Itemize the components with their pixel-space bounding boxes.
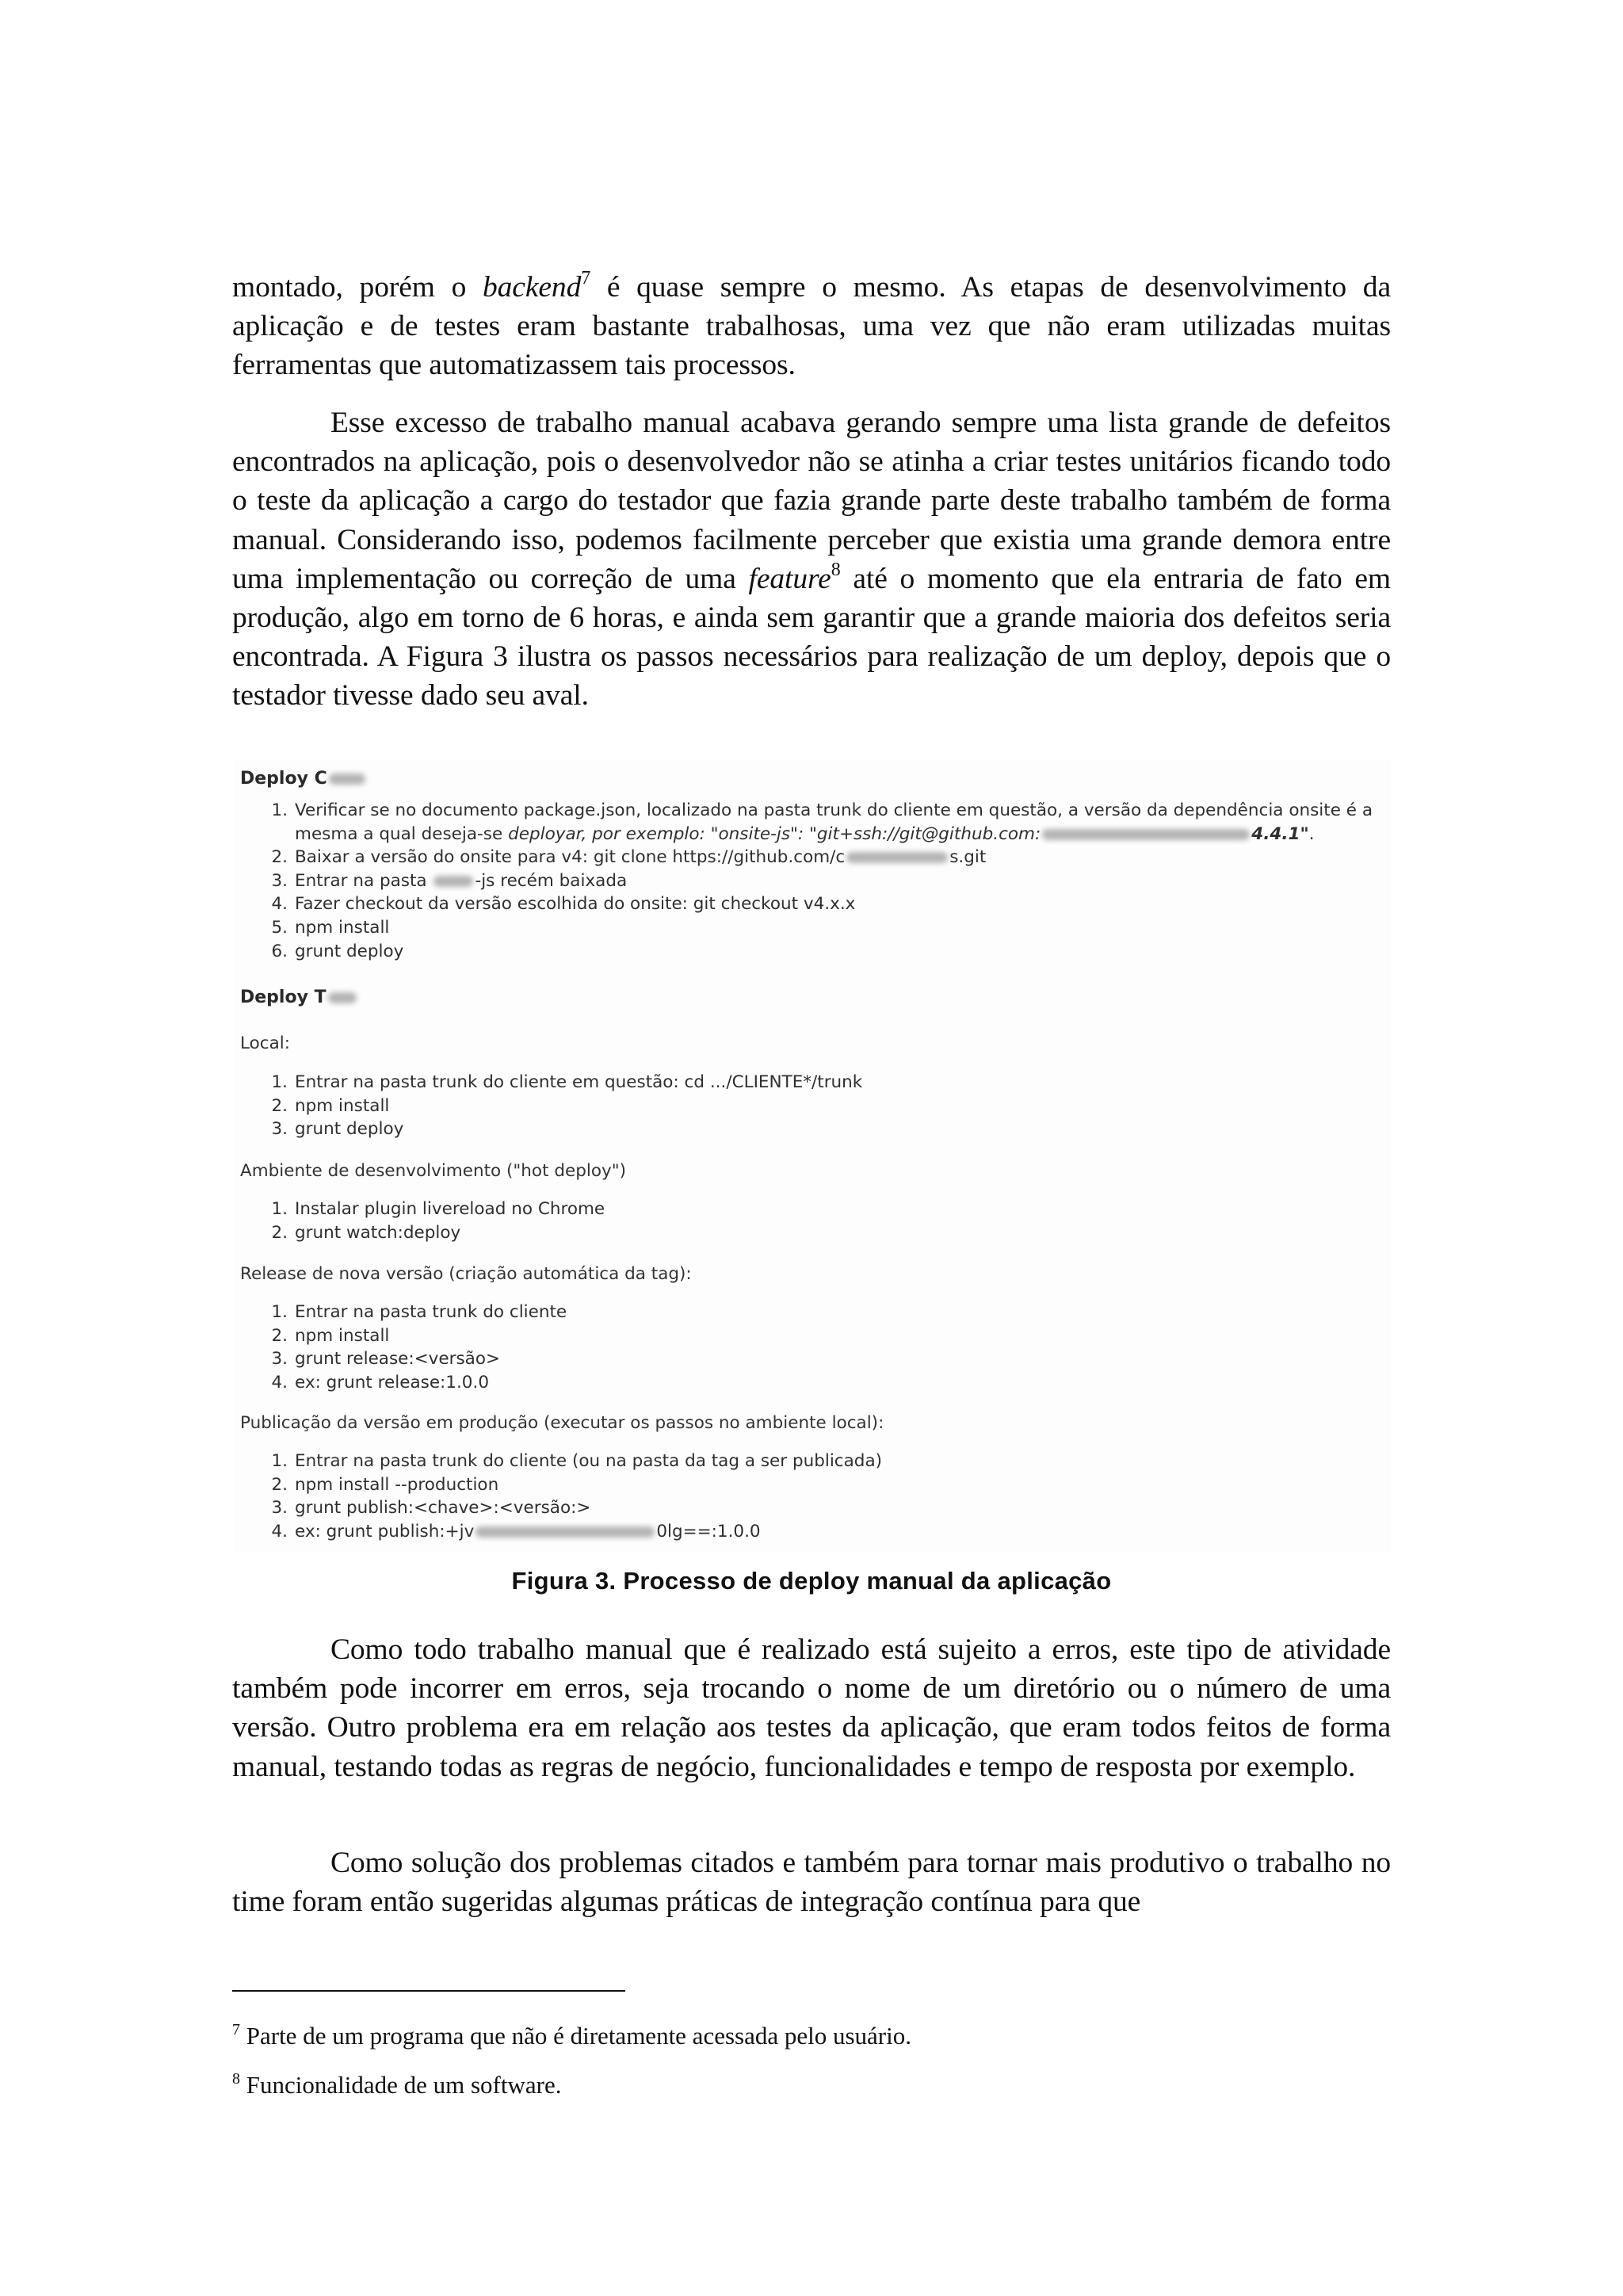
list-item: 5. npm install <box>271 917 390 938</box>
list-item: 3. grunt release:<versão> <box>271 1349 500 1370</box>
list-item: 2. npm install --production <box>271 1474 499 1495</box>
list-item: 2. grunt watch:deploy <box>271 1222 461 1243</box>
footnote-7 <box>232 2022 911 2050</box>
redacted-name <box>329 774 365 785</box>
paragraph-4 <box>232 1843 1391 1921</box>
deploy-list-publish <box>264 1450 882 1543</box>
publish-label: Publicação da versão em produção (executar os passos no ambiente local): <box>240 1413 884 1433</box>
deploy-list-1 <box>264 799 1373 963</box>
footnote-8 <box>232 2071 561 2099</box>
p2-text-end: até o momento que ela entraria de fato em produção, algo em torno de 6 horas, e ainda sem garantir que a grande maioria dos defeitos seria encontrada. A Figura 3 ilustra os passos necessários para realização de um deploy, depois que o testador tivesse dado seu aval. <box>232 562 1391 712</box>
list-item: 3. Entrar na pasta -js recém baixada <box>271 870 628 891</box>
paragraph-3 <box>232 1630 1391 1786</box>
term-backend: backend <box>482 271 582 304</box>
footnote-ref-8[interactable]: 8 <box>831 559 841 580</box>
list-item: 4. ex: grunt release:1.0.0 <box>271 1372 490 1392</box>
deploy-heading-1: Deploy C <box>240 769 367 789</box>
footnote-7-number: 7 <box>232 2021 240 2038</box>
figure-caption: Figura 3. Processo de deploy manual da aplicação <box>511 1567 1112 1595</box>
redacted-repo <box>1042 829 1250 840</box>
deploy-heading-2: Deploy T <box>240 988 358 1007</box>
dev-env-label: Ambiente de desenvolvimento ("hot deploy") <box>240 1161 626 1181</box>
local-label: Local: <box>240 1033 290 1053</box>
paragraph-2 <box>232 403 1391 716</box>
p3-text: Como todo trabalho manual que é realizado está sujeito a erros, este tipo de atividade também pode incorrer em erros, seja trocando o nome de um diretório ou o número de uma versão. Outro problema era em relação aos testes da aplicação, que eram todos feitos de forma manual, testando todas as regras de negócio, funcionalidades e tempo de resposta por exemplo. <box>232 1633 1391 1783</box>
p1-text-end: é quase sempre o mesmo. As etapas de desenvolvimento da aplicação e de testes eram bastante trabalhosas, uma vez que não eram utilizadas muitas ferramentas que automatizassem tais processos. <box>232 271 1391 382</box>
redacted-repo <box>846 852 948 863</box>
footnote-8-text: Funcionalidade de um software. <box>240 2071 562 2099</box>
footnote-ref-7[interactable]: 7 <box>581 268 591 288</box>
redacted-name <box>328 992 357 1003</box>
p2-text-start: Esse excesso de trabalho manual acabava gerando sempre uma lista grande de defeitos encontrados na aplicação, pois o desenvolvedor não se atinha a criar testes unitários ficando todo o teste da aplicação a cargo do testador que fazia grande parte deste trabalho também de forma manual. Considerando isso, podemos facilmente perceber que existia uma grande demora entre uma implementação ou correção de uma <box>232 407 1391 595</box>
list-item: 4. Fazer checkout da versão escolhida do onsite: git checkout v4.x.x <box>271 894 856 915</box>
deploy-list-local <box>264 1071 862 1141</box>
list-item: 1. Entrar na pasta trunk do cliente em questão: cd .../CLIENTE*/trunk <box>271 1072 863 1092</box>
footnote-separator <box>232 1990 625 1992</box>
list-item: 2. npm install <box>271 1325 390 1346</box>
redacted-folder <box>433 876 473 887</box>
term-feature: feature <box>748 562 831 595</box>
list-item: 6. grunt deploy <box>271 941 404 961</box>
p4-text: Como solução dos problemas citados e também para tornar mais produtivo o trabalho no time foram então sugeridas algumas práticas de integração contínua para que <box>232 1847 1391 1919</box>
list-item-continuation: mesma a qual deseja-se deployar, por exemplo: "onsite-js": "git+ssh://git@github.com: 4.4.1". <box>295 823 1315 844</box>
list-item: 1. Verificar se no documento package.json, localizado na pasta trunk do cliente em questão, a versão da dependência onsite é a <box>271 800 1373 820</box>
p1-text-start: montado, porém o <box>232 271 483 304</box>
release-label: Release de nova versão (criação automática da tag): <box>240 1264 692 1284</box>
list-item: 1. Entrar na pasta trunk do cliente <box>271 1302 567 1322</box>
list-item: 2. npm install <box>271 1095 390 1116</box>
list-item: 3. grunt publish:<chave>:<versão:> <box>271 1498 591 1519</box>
list-item: 1. Instalar plugin livereload no Chrome <box>271 1199 605 1219</box>
list-item: 1. Entrar na pasta trunk do cliente (ou na pasta da tag a ser publicada) <box>271 1451 883 1471</box>
deploy-list-release <box>264 1301 567 1394</box>
list-item: 3. grunt deploy <box>271 1119 404 1140</box>
footnote-7-text: Parte de um programa que não é diretamente acessada pelo usuário. <box>240 2022 911 2050</box>
paragraph-1 <box>232 268 1391 385</box>
deploy-list-dev <box>264 1198 605 1244</box>
list-item: 4. ex: grunt publish:+jv 0lg==:1.0.0 <box>271 1521 761 1541</box>
list-item: 2. Baixar a versão do onsite para v4: git clone https://github.com/c s.git <box>271 847 987 868</box>
figure-3-screenshot <box>234 759 1391 1552</box>
redacted-key <box>475 1526 655 1538</box>
footnote-8-number: 8 <box>232 2070 240 2088</box>
